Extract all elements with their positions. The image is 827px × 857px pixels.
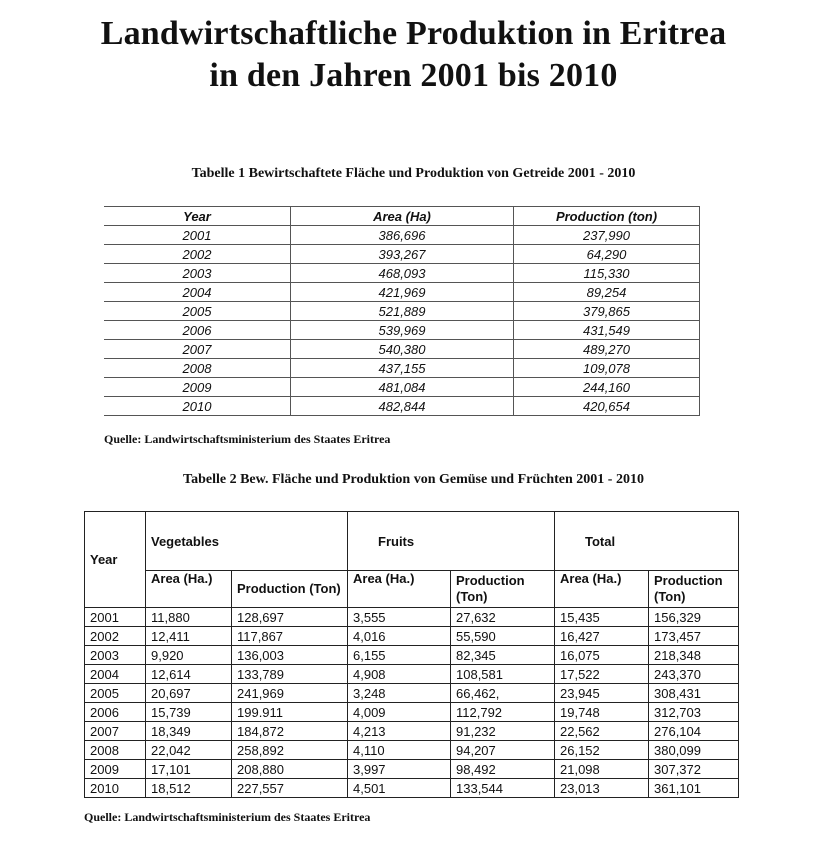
table2-row	[85, 627, 739, 646]
table2-fruits-production-header: Production (Ton)	[451, 571, 555, 608]
table2-cell: 156,329	[649, 608, 739, 627]
table2-cell: 241,969	[232, 684, 348, 703]
table2-cell: 4,213	[348, 722, 451, 741]
table1-cell: 521,889	[291, 302, 514, 321]
table1-row	[104, 245, 700, 264]
table1-cell: 386,696	[291, 226, 514, 245]
table1-cell: 540,380	[291, 340, 514, 359]
table1-cell: 489,270	[514, 340, 700, 359]
table2-group-row	[85, 512, 739, 571]
table2-cell: 361,101	[649, 779, 739, 798]
table2-cell: 3,997	[348, 760, 451, 779]
table1-cereals	[104, 206, 700, 416]
table1-cell: 244,160	[514, 378, 700, 397]
table2-cell: 199.911	[232, 703, 348, 722]
table1-cell: 2007	[104, 340, 291, 359]
table1-header-row	[104, 207, 700, 226]
table1-cell: 89,254	[514, 283, 700, 302]
table1-header-year: Year	[104, 207, 291, 226]
table2-cell: 4,110	[348, 741, 451, 760]
table2-cell: 6,155	[348, 646, 451, 665]
table2-cell: 258,892	[232, 741, 348, 760]
table2-cell: 23,945	[555, 684, 649, 703]
table2-cell: 18,349	[146, 722, 232, 741]
table1-cell: 420,654	[514, 397, 700, 416]
table1-caption: Tabelle 1 Bewirtschaftete Fläche und Produktion von Getreide 2001 - 2010	[191, 166, 636, 181]
table2-cell: 22,562	[555, 722, 649, 741]
table2-cell: 312,703	[649, 703, 739, 722]
table2-cell: 66,462,	[451, 684, 555, 703]
table2-cell: 19,748	[555, 703, 649, 722]
table2-cell: 2008	[85, 741, 146, 760]
table1-cell: 379,865	[514, 302, 700, 321]
table2-cell: 108,581	[451, 665, 555, 684]
table2-cell: 2006	[85, 703, 146, 722]
table2-cell: 17,101	[146, 760, 232, 779]
table2-cell: 91,232	[451, 722, 555, 741]
table1-cell: 2010	[104, 397, 291, 416]
table2-cell: 4,501	[348, 779, 451, 798]
table1-cell: 237,990	[514, 226, 700, 245]
table2-veg-area-header: Area (Ha.)	[146, 571, 232, 608]
table1-row	[104, 359, 700, 378]
table2-cell: 98,492	[451, 760, 555, 779]
table2-cell: 55,590	[451, 627, 555, 646]
table2-cell: 2002	[85, 627, 146, 646]
table1-cell: 115,330	[514, 264, 700, 283]
table2-cell: 128,697	[232, 608, 348, 627]
table2-cell: 15,739	[146, 703, 232, 722]
table1-cell: 431,549	[514, 321, 700, 340]
table2-group-vegetables: Vegetables	[146, 512, 348, 571]
table2-cell: 18,512	[146, 779, 232, 798]
table1-header-production: Production (ton)	[514, 207, 700, 226]
table2-cell: 23,013	[555, 779, 649, 798]
table2-cell: 21,098	[555, 760, 649, 779]
table2-cell: 4,016	[348, 627, 451, 646]
table1-cell: 437,155	[291, 359, 514, 378]
table2-cell: 3,248	[348, 684, 451, 703]
page-title-line-1: Landwirtschaftliche Produktion in Eritrea	[100, 15, 727, 52]
table2-cell: 2005	[85, 684, 146, 703]
table1-body	[104, 226, 700, 416]
table2-cell: 243,370	[649, 665, 739, 684]
table2-fruits-area-header: Area (Ha.)	[348, 571, 451, 608]
table2-row	[85, 684, 739, 703]
table1-cell: 109,078	[514, 359, 700, 378]
table2-cell: 27,632	[451, 608, 555, 627]
table2-header-year: Year	[85, 512, 146, 608]
table2-cell: 380,099	[649, 741, 739, 760]
table2-cell: 4,908	[348, 665, 451, 684]
table2-cell: 2010	[85, 779, 146, 798]
table1-header-area: Area (Ha)	[291, 207, 514, 226]
table2-row	[85, 779, 739, 798]
table2-source: Quelle: Landwirtschaftsministerium des Staates Eritrea	[84, 810, 371, 824]
table2-group-fruits: Fruits	[348, 512, 555, 571]
table1-cell: 481,084	[291, 378, 514, 397]
table2-cell: 308,431	[649, 684, 739, 703]
table1-cell: 393,267	[291, 245, 514, 264]
table2-cell: 218,348	[649, 646, 739, 665]
table2-cell: 3,555	[348, 608, 451, 627]
table2-cell: 227,557	[232, 779, 348, 798]
table2-row	[85, 760, 739, 779]
table2-cell: 208,880	[232, 760, 348, 779]
table1-cell: 2001	[104, 226, 291, 245]
table2-cell: 12,614	[146, 665, 232, 684]
table2-cell: 15,435	[555, 608, 649, 627]
table1-cell: 2005	[104, 302, 291, 321]
table1-row	[104, 283, 700, 302]
table1-cell: 2009	[104, 378, 291, 397]
table2-cell: 133,544	[451, 779, 555, 798]
table1-source: Quelle: Landwirtschaftsministerium des Staates Eritrea	[104, 432, 391, 446]
table2-cell: 12,411	[146, 627, 232, 646]
table2-vegetables-fruits	[84, 511, 739, 798]
table1-cell: 2003	[104, 264, 291, 283]
table2-cell: 112,792	[451, 703, 555, 722]
page-title-line-2: in den Jahren 2001 bis 2010	[209, 57, 618, 94]
table2-cell: 117,867	[232, 627, 348, 646]
table2-cell: 22,042	[146, 741, 232, 760]
table2-cell: 184,872	[232, 722, 348, 741]
table2-cell: 2004	[85, 665, 146, 684]
table1-cell: 482,844	[291, 397, 514, 416]
table2-cell: 16,075	[555, 646, 649, 665]
table2-body	[85, 608, 739, 798]
table2-group-total: Total	[555, 512, 739, 571]
table1-cell: 421,969	[291, 283, 514, 302]
table2-total-area-header: Area (Ha.)	[555, 571, 649, 608]
table2-row	[85, 608, 739, 627]
table2-cell: 307,372	[649, 760, 739, 779]
table2-cell: 276,104	[649, 722, 739, 741]
table1-row	[104, 264, 700, 283]
table1-row	[104, 226, 700, 245]
table2-row	[85, 646, 739, 665]
table1-cell: 64,290	[514, 245, 700, 264]
table1-row	[104, 340, 700, 359]
table2-cell: 4,009	[348, 703, 451, 722]
table1-row	[104, 321, 700, 340]
table1-row	[104, 378, 700, 397]
table2-row	[85, 665, 739, 684]
table1-cell: 2008	[104, 359, 291, 378]
table1-row	[104, 302, 700, 321]
table2-cell: 133,789	[232, 665, 348, 684]
table2-cell: 9,920	[146, 646, 232, 665]
table2-cell: 2001	[85, 608, 146, 627]
table2-cell: 2007	[85, 722, 146, 741]
table1-cell: 2004	[104, 283, 291, 302]
table2-veg-production-header: Production (Ton)	[232, 571, 348, 608]
table2-row	[85, 722, 739, 741]
table2-cell: 2003	[85, 646, 146, 665]
table2-subheader-row	[85, 571, 739, 608]
table2-cell: 11,880	[146, 608, 232, 627]
table1-row	[104, 397, 700, 416]
table2-cell: 17,522	[555, 665, 649, 684]
table2-cell: 16,427	[555, 627, 649, 646]
table2-cell: 26,152	[555, 741, 649, 760]
table1-cell: 468,093	[291, 264, 514, 283]
table2-total-production-header: Production (Ton)	[649, 571, 739, 608]
table2-cell: 136,003	[232, 646, 348, 665]
table2-cell: 82,345	[451, 646, 555, 665]
table2-cell: 2009	[85, 760, 146, 779]
table2-cell: 20,697	[146, 684, 232, 703]
table1-cell: 539,969	[291, 321, 514, 340]
table2-row	[85, 741, 739, 760]
table1-cell: 2002	[104, 245, 291, 264]
table2-row	[85, 703, 739, 722]
table1-cell: 2006	[104, 321, 291, 340]
table2-caption: Tabelle 2 Bew. Fläche und Produktion von Gemüse und Früchten 2001 - 2010	[183, 472, 644, 487]
table2-cell: 173,457	[649, 627, 739, 646]
table2-cell: 94,207	[451, 741, 555, 760]
